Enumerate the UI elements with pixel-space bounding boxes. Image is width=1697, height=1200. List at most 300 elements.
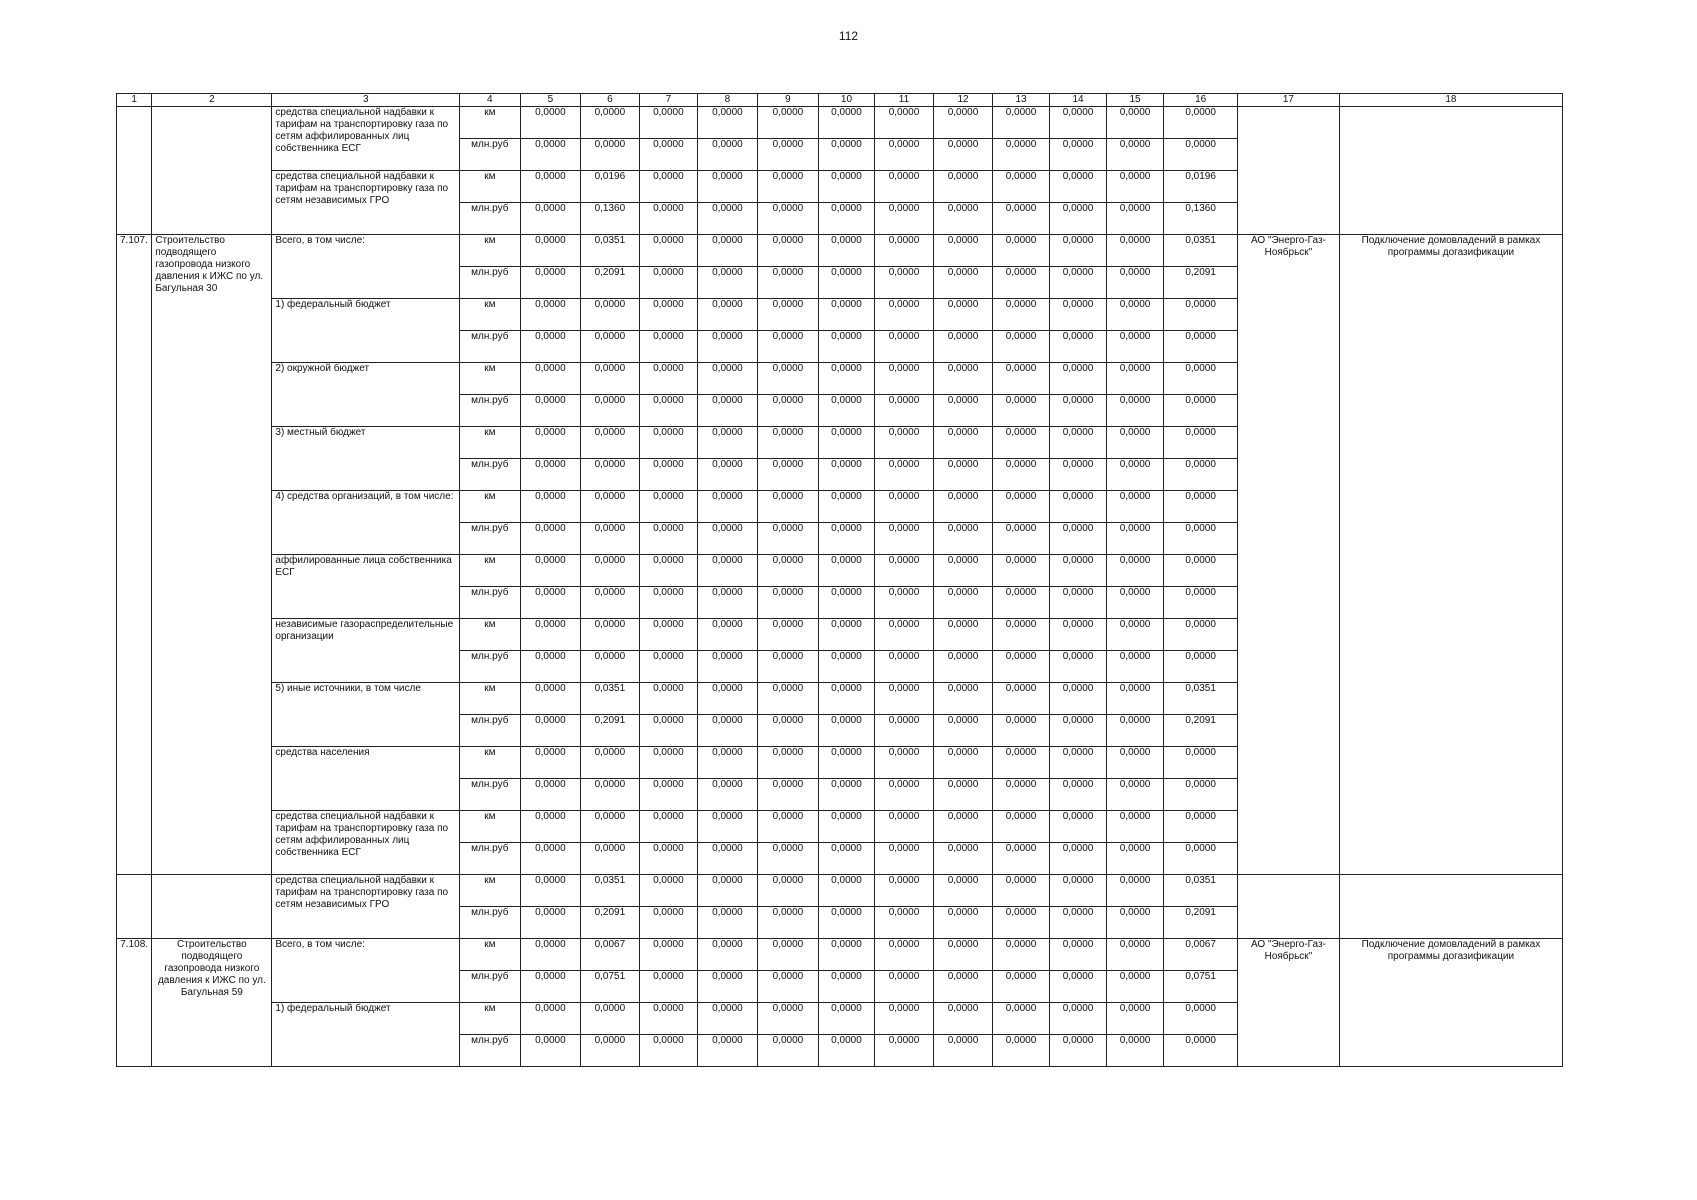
- value-cell: 0,0000: [934, 715, 993, 747]
- value-cell: 0,0000: [819, 139, 874, 171]
- funding-source: независимые газораспределительные организации: [272, 619, 460, 683]
- value-cell: 0,0000: [639, 907, 698, 939]
- value-cell: 0,0000: [1050, 139, 1107, 171]
- value-cell: 0,0000: [1050, 107, 1107, 139]
- value-cell: 0,0000: [698, 523, 758, 555]
- value-cell: 0,0000: [874, 619, 934, 651]
- value-cell: 0,0000: [639, 555, 698, 587]
- value-cell: 0,0000: [1050, 523, 1107, 555]
- value-cell: 0,0000: [581, 619, 640, 651]
- value-cell: 0,0000: [1106, 427, 1164, 459]
- value-cell: 0,0000: [1164, 811, 1238, 843]
- page-number: 112: [838, 29, 859, 43]
- value-cell: 0,0000: [1106, 491, 1164, 523]
- value-cell: 0,0000: [757, 1003, 819, 1035]
- value-cell: 0,0000: [934, 651, 993, 683]
- value-cell: 0,0000: [992, 651, 1050, 683]
- value-cell: 0,0000: [1164, 523, 1238, 555]
- value-cell: 0,0000: [520, 395, 581, 427]
- value-cell: 0,0000: [698, 555, 758, 587]
- value-cell: 0,0000: [874, 523, 934, 555]
- funding-source: средства специальной надбавки к тарифам на транспортировку газа по сетям независимых ГРО: [272, 171, 460, 235]
- value-cell: 0,0000: [1050, 747, 1107, 779]
- project-name: [152, 107, 272, 235]
- value-cell: 0,0000: [757, 843, 819, 875]
- value-cell: 0,0000: [581, 395, 640, 427]
- value-cell: 0,0000: [874, 363, 934, 395]
- column-header: 16: [1164, 94, 1238, 107]
- value-cell: 0,0000: [1106, 395, 1164, 427]
- value-cell: 0,0000: [1106, 811, 1164, 843]
- table-row: [117, 939, 1563, 971]
- value-cell: 0,0000: [819, 395, 874, 427]
- table-row: [117, 875, 1563, 907]
- column-header: 17: [1237, 94, 1339, 107]
- column-header: 2: [152, 94, 272, 107]
- value-cell: 0,0000: [639, 651, 698, 683]
- value-cell: 0,0000: [992, 1035, 1050, 1067]
- unit-cell: млн.руб: [460, 971, 521, 1003]
- value-cell: 0,0000: [698, 267, 758, 299]
- value-cell: 0,0000: [992, 843, 1050, 875]
- value-cell: 0,0000: [992, 331, 1050, 363]
- value-cell: 0,0000: [698, 203, 758, 235]
- value-cell: 0,0000: [992, 107, 1050, 139]
- value-cell: 0,0000: [698, 395, 758, 427]
- value-cell: 0,0000: [1164, 395, 1238, 427]
- value-cell: 0,0000: [992, 427, 1050, 459]
- value-cell: 0,0000: [520, 523, 581, 555]
- value-cell: 0,0351: [1164, 875, 1238, 907]
- unit-cell: млн.руб: [460, 203, 521, 235]
- value-cell: 0,0000: [992, 299, 1050, 331]
- value-cell: 0,0000: [581, 587, 640, 619]
- value-cell: 0,0000: [757, 619, 819, 651]
- value-cell: 0,0000: [874, 331, 934, 363]
- value-cell: 0,0000: [992, 555, 1050, 587]
- value-cell: 0,0000: [1106, 107, 1164, 139]
- value-cell: 0,0000: [520, 971, 581, 1003]
- value-cell: 0,0000: [819, 811, 874, 843]
- value-cell: 0,0000: [874, 587, 934, 619]
- value-cell: 0,0000: [1106, 907, 1164, 939]
- value-cell: 0,0000: [757, 747, 819, 779]
- value-cell: 0,0000: [520, 267, 581, 299]
- value-cell: 0,0000: [1050, 299, 1107, 331]
- value-cell: 0,0000: [1164, 363, 1238, 395]
- value-cell: 0,0000: [992, 619, 1050, 651]
- value-cell: 0,0000: [1050, 715, 1107, 747]
- value-cell: 0,0000: [874, 491, 934, 523]
- value-cell: 0,0000: [1164, 427, 1238, 459]
- value-cell: 0,0000: [757, 235, 819, 267]
- value-cell: 0,0000: [934, 267, 993, 299]
- value-cell: 0,0000: [757, 811, 819, 843]
- funding-source: 1) федеральный бюджет: [272, 299, 460, 363]
- value-cell: 0,0000: [874, 427, 934, 459]
- value-cell: 0,0000: [757, 427, 819, 459]
- value-cell: 0,0000: [581, 779, 640, 811]
- value-cell: 0,0000: [1106, 555, 1164, 587]
- value-cell: 0,0000: [934, 843, 993, 875]
- value-cell: 0,0000: [639, 971, 698, 1003]
- value-cell: 0,0000: [1164, 491, 1238, 523]
- value-cell: 0,0000: [874, 843, 934, 875]
- value-cell: 0,0000: [874, 971, 934, 1003]
- value-cell: 0,0000: [1050, 875, 1107, 907]
- value-cell: 0,0000: [1106, 523, 1164, 555]
- value-cell: 0,0000: [819, 523, 874, 555]
- value-cell: 0,0000: [1106, 363, 1164, 395]
- value-cell: 0,0000: [819, 427, 874, 459]
- column-header: 13: [992, 94, 1050, 107]
- value-cell: 0,0000: [992, 683, 1050, 715]
- value-cell: 0,0000: [698, 1003, 758, 1035]
- value-cell: 0,0000: [1050, 619, 1107, 651]
- value-cell: 0,0000: [520, 1035, 581, 1067]
- value-cell: 0,0000: [698, 427, 758, 459]
- value-cell: 0,0000: [1106, 715, 1164, 747]
- unit-cell: млн.руб: [460, 139, 521, 171]
- column-header: 14: [1050, 94, 1107, 107]
- value-cell: 0,0000: [819, 235, 874, 267]
- value-cell: 0,0000: [1050, 779, 1107, 811]
- project-name: Строительство подводящего газопровода низкого давления к ИЖС по ул. Багульная 59: [152, 939, 272, 1067]
- unit-cell: км: [460, 171, 521, 203]
- value-cell: 0,0000: [698, 299, 758, 331]
- value-cell: 0,0000: [819, 331, 874, 363]
- value-cell: 0,0000: [639, 331, 698, 363]
- value-cell: 0,0000: [698, 651, 758, 683]
- value-cell: 0,0000: [1050, 235, 1107, 267]
- value-cell: 0,0000: [520, 203, 581, 235]
- value-cell: 0,0067: [581, 939, 640, 971]
- value-cell: 0,1360: [581, 203, 640, 235]
- value-cell: 0,0000: [581, 299, 640, 331]
- value-cell: 0,0000: [874, 171, 934, 203]
- value-cell: 0,0000: [698, 363, 758, 395]
- value-cell: 0,0000: [639, 491, 698, 523]
- value-cell: 0,0000: [639, 235, 698, 267]
- value-cell: 0,0000: [520, 459, 581, 491]
- unit-cell: млн.руб: [460, 1035, 521, 1067]
- executor: [1237, 875, 1339, 939]
- value-cell: 0,0000: [1050, 555, 1107, 587]
- value-cell: 0,0000: [1106, 651, 1164, 683]
- value-cell: 0,0000: [1050, 651, 1107, 683]
- header-row: [117, 94, 1563, 107]
- value-cell: 0,0000: [639, 811, 698, 843]
- unit-cell: млн.руб: [460, 395, 521, 427]
- value-cell: 0,0000: [819, 363, 874, 395]
- value-cell: 0,0000: [698, 331, 758, 363]
- value-cell: 0,0000: [1164, 1035, 1238, 1067]
- value-cell: 0,0000: [819, 555, 874, 587]
- value-cell: 0,0000: [1164, 107, 1238, 139]
- value-cell: 0,0000: [757, 587, 819, 619]
- value-cell: 0,0000: [1106, 747, 1164, 779]
- column-header: 1: [117, 94, 152, 107]
- value-cell: 0,0000: [698, 171, 758, 203]
- value-cell: 0,0000: [934, 779, 993, 811]
- unit-cell: км: [460, 683, 521, 715]
- value-cell: 0,0000: [1106, 587, 1164, 619]
- value-cell: 0,0000: [819, 907, 874, 939]
- value-cell: 0,0000: [757, 555, 819, 587]
- value-cell: 0,0000: [934, 107, 993, 139]
- value-cell: 0,0000: [639, 939, 698, 971]
- value-cell: 0,0000: [1106, 971, 1164, 1003]
- project-name: Строительство подводящего газопровода низкого давления к ИЖС по ул. Багульная 30: [152, 235, 272, 875]
- value-cell: 0,0000: [1106, 683, 1164, 715]
- value-cell: 0,0000: [934, 139, 993, 171]
- unit-cell: км: [460, 555, 521, 587]
- value-cell: 0,0000: [992, 395, 1050, 427]
- value-cell: 0,0000: [1106, 459, 1164, 491]
- value-cell: 0,0067: [1164, 939, 1238, 971]
- unit-cell: км: [460, 107, 521, 139]
- value-cell: 0,0000: [1106, 267, 1164, 299]
- column-header: 3: [272, 94, 460, 107]
- value-cell: 0,0000: [757, 651, 819, 683]
- value-cell: 0,0000: [520, 139, 581, 171]
- funding-source: 2) окружной бюджет: [272, 363, 460, 427]
- column-header: 4: [460, 94, 521, 107]
- value-cell: 0,0000: [698, 587, 758, 619]
- value-cell: 0,0000: [1050, 811, 1107, 843]
- unit-cell: млн.руб: [460, 651, 521, 683]
- value-cell: 0,0000: [934, 907, 993, 939]
- value-cell: 0,0351: [581, 235, 640, 267]
- unit-cell: млн.руб: [460, 587, 521, 619]
- value-cell: 0,0000: [757, 395, 819, 427]
- unit-cell: км: [460, 747, 521, 779]
- value-cell: 0,0000: [639, 1003, 698, 1035]
- funding-source: Всего, в том числе:: [272, 939, 460, 1003]
- value-cell: 0,0000: [992, 971, 1050, 1003]
- value-cell: 0,0000: [581, 843, 640, 875]
- value-cell: 0,0000: [639, 1035, 698, 1067]
- value-cell: 0,0000: [934, 363, 993, 395]
- value-cell: 0,0000: [874, 203, 934, 235]
- value-cell: 0,0000: [1050, 843, 1107, 875]
- value-cell: 0,0000: [874, 683, 934, 715]
- value-cell: 0,0000: [1164, 331, 1238, 363]
- unit-cell: км: [460, 299, 521, 331]
- value-cell: 0,0000: [520, 363, 581, 395]
- value-cell: 0,0000: [819, 171, 874, 203]
- value-cell: 0,0000: [934, 1003, 993, 1035]
- value-cell: 0,0351: [581, 683, 640, 715]
- funding-source: 4) средства организаций, в том числе:: [272, 491, 460, 555]
- value-cell: 0,0000: [1050, 395, 1107, 427]
- value-cell: 0,0000: [757, 939, 819, 971]
- unit-cell: км: [460, 875, 521, 907]
- funding-source: средства специальной надбавки к тарифам на транспортировку газа по сетям аффилированных лиц собственника ЕСГ: [272, 107, 460, 171]
- unit-cell: млн.руб: [460, 715, 521, 747]
- value-cell: 0,0000: [874, 555, 934, 587]
- value-cell: 0,0000: [992, 363, 1050, 395]
- value-cell: 0,0000: [934, 811, 993, 843]
- value-cell: 0,0000: [934, 523, 993, 555]
- value-cell: 0,0000: [520, 747, 581, 779]
- column-header: 12: [934, 94, 993, 107]
- column-header: 6: [581, 94, 640, 107]
- column-header: 9: [757, 94, 819, 107]
- value-cell: 0,0000: [639, 715, 698, 747]
- unit-cell: млн.руб: [460, 459, 521, 491]
- value-cell: 0,2091: [581, 907, 640, 939]
- value-cell: 0,0000: [757, 683, 819, 715]
- value-cell: 0,0000: [874, 875, 934, 907]
- value-cell: 0,0000: [819, 683, 874, 715]
- value-cell: 0,0000: [819, 619, 874, 651]
- value-cell: 0,0000: [819, 1035, 874, 1067]
- value-cell: 0,0000: [992, 171, 1050, 203]
- value-cell: 0,0000: [992, 523, 1050, 555]
- value-cell: 0,0000: [819, 971, 874, 1003]
- value-cell: 0,0000: [1050, 587, 1107, 619]
- value-cell: 0,0000: [639, 459, 698, 491]
- value-cell: 0,0000: [757, 1035, 819, 1067]
- value-cell: 0,2091: [581, 267, 640, 299]
- value-cell: 0,0000: [934, 331, 993, 363]
- unit-cell: км: [460, 363, 521, 395]
- value-cell: 0,0000: [1106, 875, 1164, 907]
- value-cell: 0,0000: [639, 171, 698, 203]
- value-cell: 0,0000: [934, 875, 993, 907]
- value-cell: 0,0000: [520, 779, 581, 811]
- value-cell: 0,0000: [698, 907, 758, 939]
- value-cell: 0,0000: [520, 587, 581, 619]
- value-cell: 0,0000: [1164, 843, 1238, 875]
- unit-cell: млн.руб: [460, 523, 521, 555]
- value-cell: 0,0000: [639, 523, 698, 555]
- value-cell: 0,0000: [874, 651, 934, 683]
- value-cell: 0,0000: [874, 267, 934, 299]
- value-cell: 0,0000: [1050, 171, 1107, 203]
- value-cell: 0,0000: [1106, 331, 1164, 363]
- value-cell: 0,0000: [520, 235, 581, 267]
- value-cell: 0,0000: [992, 491, 1050, 523]
- funding-source: 5) иные источники, в том числе: [272, 683, 460, 747]
- value-cell: 0,0000: [757, 267, 819, 299]
- value-cell: 0,0000: [1164, 1003, 1238, 1035]
- value-cell: 0,0000: [520, 619, 581, 651]
- value-cell: 0,0000: [639, 875, 698, 907]
- value-cell: 0,0000: [639, 779, 698, 811]
- value-cell: 0,0000: [639, 363, 698, 395]
- value-cell: 0,0000: [639, 587, 698, 619]
- value-cell: 0,0000: [874, 139, 934, 171]
- value-cell: 0,0000: [581, 1003, 640, 1035]
- value-cell: 0,0000: [698, 939, 758, 971]
- value-cell: 0,0000: [520, 171, 581, 203]
- project-goal: Подключение домовладений в рамках программы догазификации: [1339, 939, 1562, 1067]
- value-cell: 0,0000: [992, 459, 1050, 491]
- project-goal: Подключение домовладений в рамках программы догазификации: [1339, 235, 1562, 875]
- value-cell: 0,2091: [1164, 715, 1238, 747]
- value-cell: 0,0000: [520, 875, 581, 907]
- value-cell: 0,0000: [581, 331, 640, 363]
- funding-source: средства населения: [272, 747, 460, 811]
- value-cell: 0,0000: [1164, 587, 1238, 619]
- value-cell: 0,0000: [698, 491, 758, 523]
- value-cell: 0,0000: [639, 107, 698, 139]
- value-cell: 0,0000: [581, 523, 640, 555]
- value-cell: 0,0000: [698, 619, 758, 651]
- column-header: 5: [520, 94, 581, 107]
- value-cell: 0,0000: [581, 459, 640, 491]
- funding-source: аффилированные лица собственника ЕСГ: [272, 555, 460, 619]
- value-cell: 0,0000: [874, 907, 934, 939]
- value-cell: 0,0000: [1106, 139, 1164, 171]
- value-cell: 0,0000: [1106, 1035, 1164, 1067]
- value-cell: 0,0000: [1050, 683, 1107, 715]
- value-cell: 0,0000: [639, 683, 698, 715]
- column-header: 15: [1106, 94, 1164, 107]
- funding-source: средства специальной надбавки к тарифам на транспортировку газа по сетям аффилированных лиц собственника ЕСГ: [272, 811, 460, 875]
- value-cell: 0,0751: [1164, 971, 1238, 1003]
- value-cell: 0,0000: [639, 395, 698, 427]
- value-cell: 0,0000: [757, 203, 819, 235]
- value-cell: 0,0000: [992, 747, 1050, 779]
- value-cell: 0,0000: [1164, 619, 1238, 651]
- value-cell: 0,0000: [1164, 459, 1238, 491]
- value-cell: 0,0000: [874, 299, 934, 331]
- value-cell: 0,0000: [581, 555, 640, 587]
- item-number: [117, 875, 152, 939]
- value-cell: 0,0196: [581, 171, 640, 203]
- value-cell: 0,0000: [581, 363, 640, 395]
- value-cell: 0,0000: [874, 107, 934, 139]
- value-cell: 0,0000: [1050, 939, 1107, 971]
- value-cell: 0,0000: [698, 843, 758, 875]
- value-cell: 0,0000: [581, 811, 640, 843]
- value-cell: 0,0000: [639, 747, 698, 779]
- value-cell: 0,0000: [992, 1003, 1050, 1035]
- value-cell: 0,0000: [520, 651, 581, 683]
- value-cell: 0,0000: [698, 875, 758, 907]
- value-cell: 0,0000: [698, 971, 758, 1003]
- value-cell: 0,0000: [992, 587, 1050, 619]
- value-cell: 0,0000: [698, 1035, 758, 1067]
- value-cell: 0,0000: [992, 811, 1050, 843]
- unit-cell: км: [460, 235, 521, 267]
- value-cell: 0,0000: [819, 267, 874, 299]
- value-cell: 0,0000: [1050, 203, 1107, 235]
- table-row: [117, 107, 1563, 139]
- value-cell: 0,0000: [639, 619, 698, 651]
- value-cell: 0,0000: [992, 875, 1050, 907]
- value-cell: 0,0000: [581, 747, 640, 779]
- value-cell: 0,0000: [520, 1003, 581, 1035]
- value-cell: 0,0000: [819, 587, 874, 619]
- investment-table: [116, 93, 1563, 1067]
- value-cell: 0,0000: [874, 1003, 934, 1035]
- value-cell: 0,0000: [819, 875, 874, 907]
- unit-cell: км: [460, 427, 521, 459]
- value-cell: 0,0000: [992, 779, 1050, 811]
- value-cell: 0,0000: [698, 715, 758, 747]
- value-cell: 0,2091: [581, 715, 640, 747]
- unit-cell: км: [460, 1003, 521, 1035]
- unit-cell: км: [460, 619, 521, 651]
- value-cell: 0,0000: [1106, 171, 1164, 203]
- unit-cell: км: [460, 939, 521, 971]
- value-cell: 0,0000: [698, 107, 758, 139]
- value-cell: 0,0000: [819, 747, 874, 779]
